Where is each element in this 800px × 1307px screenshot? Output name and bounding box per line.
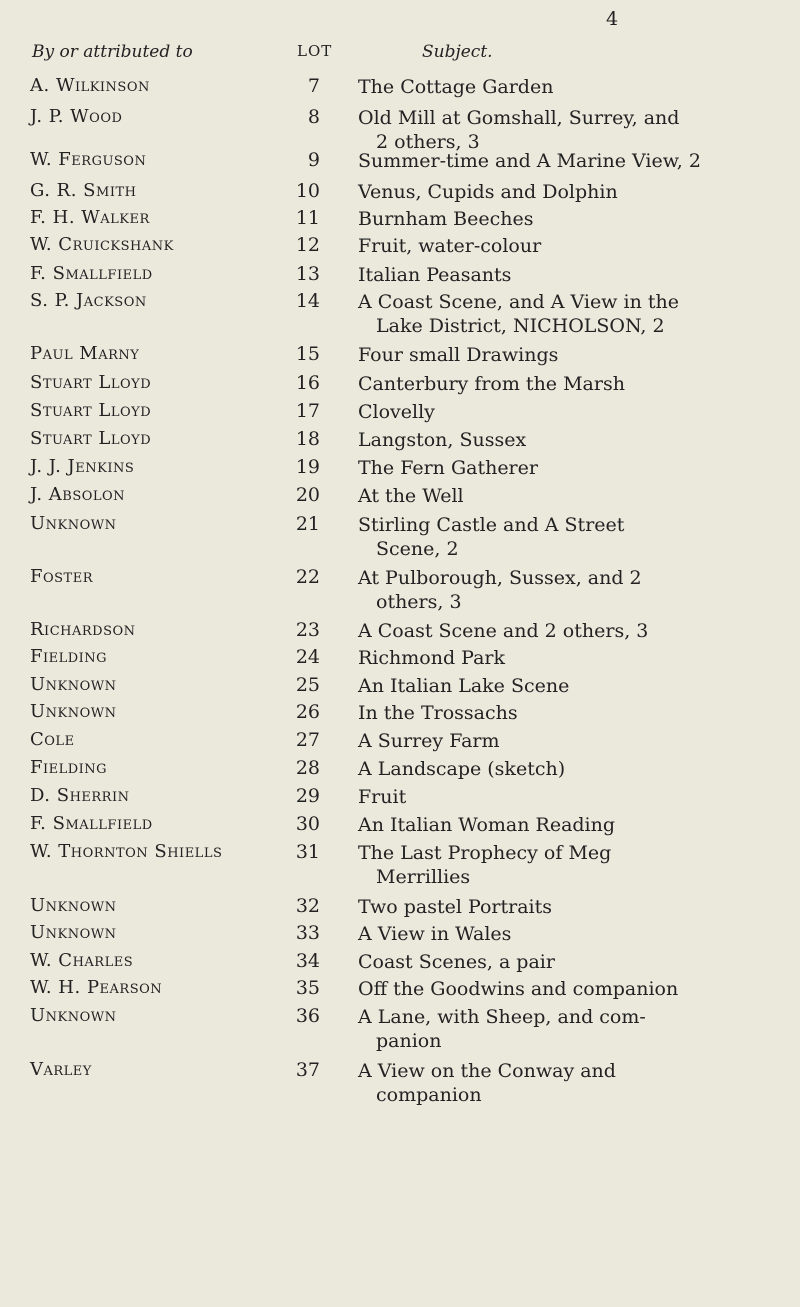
- catalogue-row: [0, 372, 800, 400]
- subject-text: [358, 290, 782, 338]
- subject-continuation: companion: [376, 1084, 482, 1106]
- artist-name: Foster: [30, 566, 94, 587]
- subject-line: A View on the Conway and: [358, 1060, 616, 1082]
- subject-text: [358, 674, 782, 698]
- catalogue-row: [0, 619, 800, 647]
- lot-number: 34: [295, 950, 320, 972]
- subject-line: A Lane, with Sheep, and com-: [358, 1006, 646, 1028]
- subject-line: At Pulborough, Sussex, and 2: [358, 567, 642, 589]
- subject-text: [358, 813, 782, 837]
- subject-line: A Coast Scene, and A View in the: [358, 291, 679, 313]
- subject-line: Summer-time and A Marine View, 2: [358, 150, 701, 172]
- subject-line: An Italian Lake Scene: [358, 675, 570, 697]
- subject-text: [358, 977, 782, 1001]
- header-lot: LOT: [297, 42, 333, 60]
- artist-name: Unknown: [30, 674, 117, 695]
- artist-name: W. Thornton Shiells: [30, 841, 223, 862]
- subject-line: Burnham Beeches: [358, 208, 534, 230]
- artist-name: F. Smallfield: [30, 263, 153, 284]
- lot-number: 35: [295, 977, 320, 999]
- subject-text: [358, 566, 782, 614]
- subject-line: Clovelly: [358, 401, 435, 423]
- artist-name: W. Charles: [30, 950, 134, 971]
- lot-number: 25: [295, 674, 320, 696]
- artist-name: Unknown: [30, 513, 117, 534]
- lot-number: 36: [295, 1005, 320, 1027]
- catalogue-row: [0, 263, 800, 291]
- header-artist: By or attributed to: [32, 42, 193, 62]
- artist-name: G. R. Smith: [30, 180, 137, 201]
- catalogue-row: [0, 757, 800, 785]
- lot-number: 10: [295, 180, 320, 202]
- subject-line: The Fern Gatherer: [358, 457, 538, 479]
- subject-continuation: panion: [376, 1030, 442, 1052]
- subject-line: Langston, Sussex: [358, 429, 527, 451]
- lot-number: 33: [295, 922, 320, 944]
- subject-line: Richmond Park: [358, 647, 506, 669]
- lot-number: 23: [295, 619, 320, 641]
- artist-name: A. Wilkinson: [30, 75, 150, 96]
- artist-name: S. P. Jackson: [30, 290, 147, 311]
- subject-line: Two pastel Portraits: [358, 896, 553, 918]
- catalogue-row: [0, 785, 800, 813]
- lot-number: 9: [307, 149, 320, 171]
- subject-line: At the Well: [358, 485, 464, 507]
- subject-text: [358, 75, 782, 99]
- subject-text: [358, 484, 782, 508]
- subject-text: [358, 841, 782, 889]
- catalogue-row: [0, 813, 800, 841]
- subject-text: [358, 895, 782, 919]
- catalogue-row: [0, 343, 800, 371]
- catalogue-row: [0, 428, 800, 456]
- subject-continuation: Scene, 2: [376, 538, 459, 560]
- subject-text: [358, 263, 782, 287]
- catalogue-row: [0, 646, 800, 674]
- catalogue-row: [0, 207, 800, 235]
- subject-text: [358, 372, 782, 396]
- artist-name: W. Cruickshank: [30, 234, 174, 255]
- catalogue-row: [0, 180, 800, 208]
- subject-text: [358, 149, 782, 173]
- subject-line: In the Trossachs: [358, 702, 518, 724]
- subject-text: [358, 513, 782, 561]
- subject-line: The Last Prophecy of Meg: [358, 842, 612, 864]
- lot-number: 30: [295, 813, 320, 835]
- subject-text: [358, 757, 782, 781]
- subject-line: Stirling Castle and A Street: [358, 514, 625, 536]
- catalogue-row: [0, 290, 800, 337]
- catalogue-row: [0, 1059, 800, 1106]
- subject-text: [358, 400, 782, 424]
- artist-name: Stuart Lloyd: [30, 372, 152, 393]
- lot-number: 16: [295, 372, 320, 394]
- artist-name: Unknown: [30, 895, 117, 916]
- lot-number: 18: [295, 428, 320, 450]
- subject-continuation: Lake District, NICHOLSON, 2: [376, 315, 665, 337]
- lot-number: 11: [295, 207, 320, 229]
- artist-name: Cole: [30, 729, 75, 750]
- artist-name: J. J. Jenkins: [30, 456, 135, 477]
- artist-name: Richardson: [30, 619, 136, 640]
- subject-line: Canterbury from the Marsh: [358, 373, 625, 395]
- subject-text: [358, 619, 782, 643]
- subject-text: [358, 701, 782, 725]
- artist-name: J. Absolon: [30, 484, 126, 505]
- artist-name: Paul Marny: [30, 343, 140, 364]
- subject-text: [358, 922, 782, 946]
- subject-line: Fruit: [358, 786, 407, 808]
- lot-number: 21: [295, 513, 320, 535]
- lot-number: 8: [307, 106, 320, 128]
- subject-line: An Italian Woman Reading: [358, 814, 616, 836]
- catalogue-row: [0, 149, 800, 177]
- artist-name: Unknown: [30, 1005, 117, 1026]
- lot-number: 17: [295, 400, 320, 422]
- subject-text: [358, 1059, 782, 1107]
- lot-number: 27: [295, 729, 320, 751]
- lot-number: 14: [295, 290, 320, 312]
- page-number: 4: [606, 8, 619, 30]
- lot-number: 22: [295, 566, 320, 588]
- artist-name: Fielding: [30, 757, 108, 778]
- subject-line: A View in Wales: [358, 923, 512, 945]
- subject-text: [358, 785, 782, 809]
- catalogue-row: [0, 1005, 800, 1052]
- catalogue-row: [0, 729, 800, 757]
- lot-number: 26: [295, 701, 320, 723]
- subject-continuation: Merrillies: [376, 866, 471, 888]
- subject-text: [358, 106, 782, 154]
- lot-number: 24: [295, 646, 320, 668]
- lot-number: 31: [295, 841, 320, 863]
- subject-continuation: 2 others, 3: [376, 131, 480, 153]
- subject-line: Venus, Cupids and Dolphin: [358, 181, 618, 203]
- lot-number: 37: [295, 1059, 320, 1081]
- lot-number: 32: [295, 895, 320, 917]
- catalogue-row: [0, 400, 800, 428]
- catalogue-row: [0, 75, 800, 103]
- catalogue-row: [0, 977, 800, 1005]
- lot-number: 12: [295, 234, 320, 256]
- catalogue-row: [0, 701, 800, 729]
- subject-text: [358, 428, 782, 452]
- artist-name: Varley: [30, 1059, 92, 1080]
- subject-text: [358, 950, 782, 974]
- artist-name: Stuart Lloyd: [30, 400, 152, 421]
- lot-number: 7: [307, 75, 320, 97]
- catalogue-row: [0, 513, 800, 560]
- catalogue-row: [0, 841, 800, 888]
- subject-line: Fruit, water-colour: [358, 235, 542, 257]
- subject-text: [358, 207, 782, 231]
- subject-continuation: others, 3: [376, 591, 462, 613]
- header-subject: Subject.: [422, 42, 493, 62]
- lot-number: 29: [295, 785, 320, 807]
- artist-name: Unknown: [30, 922, 117, 943]
- artist-name: D. Sherrin: [30, 785, 130, 806]
- lot-number: 15: [295, 343, 320, 365]
- artist-name: J. P. Wood: [30, 106, 123, 127]
- subject-text: [358, 343, 782, 367]
- lot-number: 19: [295, 456, 320, 478]
- lot-number: 20: [295, 484, 320, 506]
- subject-line: Four small Drawings: [358, 344, 559, 366]
- subject-text: [358, 646, 782, 670]
- subject-text: [358, 456, 782, 480]
- subject-text: [358, 729, 782, 753]
- subject-line: A Coast Scene and 2 others, 3: [358, 620, 649, 642]
- subject-text: [358, 180, 782, 204]
- artist-name: F. Smallfield: [30, 813, 153, 834]
- subject-line: Italian Peasants: [358, 264, 512, 286]
- subject-text: [358, 1005, 782, 1053]
- artist-name: Unknown: [30, 701, 117, 722]
- catalogue-row: [0, 566, 800, 613]
- artist-name: F. H. Walker: [30, 207, 150, 228]
- catalogue-row: [0, 106, 800, 153]
- catalogue-row: [0, 484, 800, 512]
- catalogue-row: [0, 456, 800, 484]
- catalogue-row: [0, 950, 800, 978]
- subject-line: Coast Scenes, a pair: [358, 951, 555, 973]
- subject-line: A Surrey Farm: [358, 730, 500, 752]
- lot-number: 28: [295, 757, 320, 779]
- subject-line: A Landscape (sketch): [358, 758, 566, 780]
- subject-line: The Cottage Garden: [358, 76, 554, 98]
- catalogue-row: [0, 895, 800, 923]
- artist-name: Fielding: [30, 646, 108, 667]
- catalogue-row: [0, 922, 800, 950]
- subject-line: Off the Goodwins and companion: [358, 978, 679, 1000]
- catalogue-row: [0, 234, 800, 262]
- artist-name: Stuart Lloyd: [30, 428, 152, 449]
- catalogue-row: [0, 674, 800, 702]
- subject-line: Old Mill at Gomshall, Surrey, and: [358, 107, 680, 129]
- artist-name: W. Ferguson: [30, 149, 147, 170]
- artist-name: W. H. Pearson: [30, 977, 163, 998]
- subject-text: [358, 234, 782, 258]
- lot-number: 13: [295, 263, 320, 285]
